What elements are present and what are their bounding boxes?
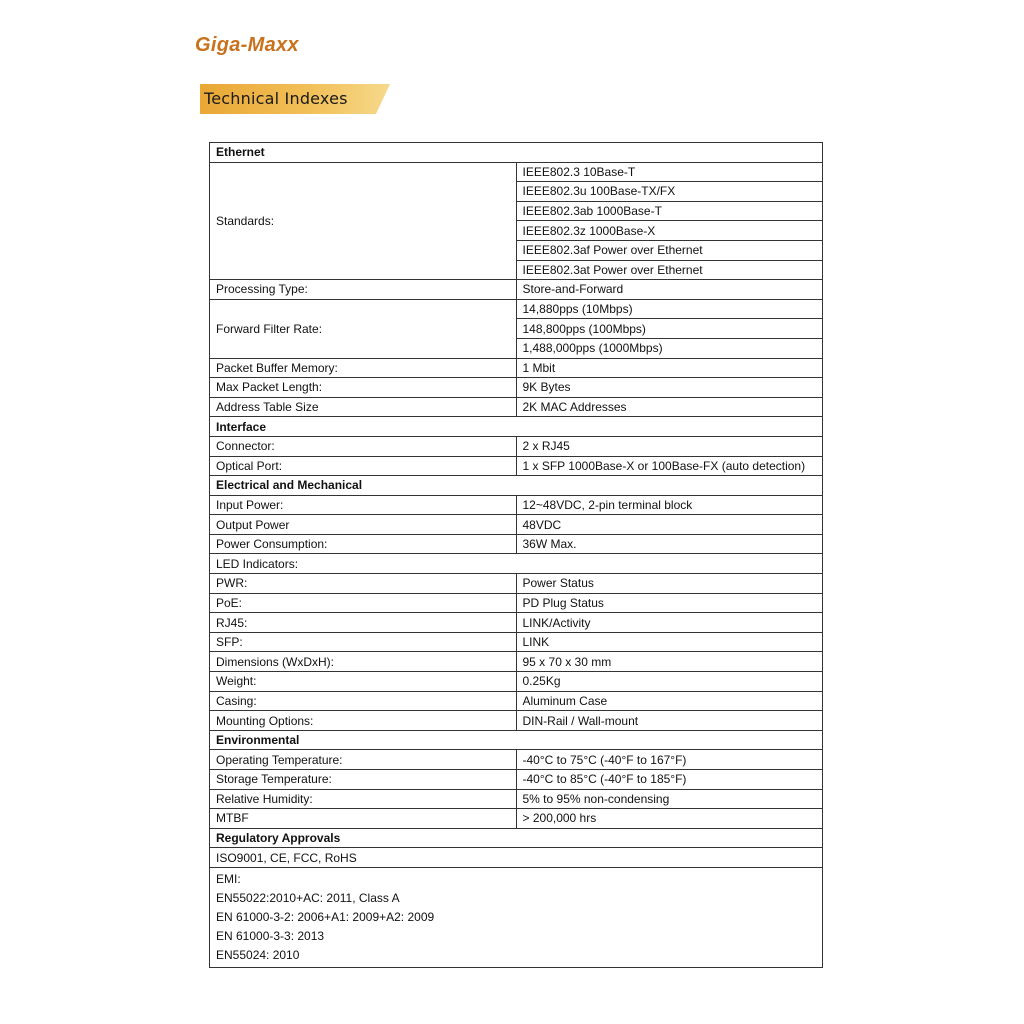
address-table-label: Address Table Size: [210, 397, 517, 417]
table-row: [210, 632, 823, 652]
table-row: [210, 515, 823, 535]
table-row: [210, 574, 823, 594]
certifications-value: ISO9001, CE, FCC, RoHS: [210, 848, 823, 868]
power-consumption-value: 36W Max.: [516, 534, 823, 554]
emi-line: EN55022:2010+AC: 2011, Class A: [216, 890, 400, 905]
weight-value: 0.25Kg: [516, 672, 823, 692]
storage-temp-label: Storage Temperature:: [210, 770, 517, 790]
table-row: [210, 867, 823, 967]
emi-block: [210, 867, 823, 967]
weight-label: Weight:: [210, 672, 517, 692]
led-indicators-label: LED Indicators:: [210, 554, 823, 574]
table-row: [210, 613, 823, 633]
storage-temp-value: -40°C to 85°C (-40°F to 185°F): [516, 770, 823, 790]
table-row: [210, 456, 823, 476]
table-row: [210, 280, 823, 300]
forward-rate-label: Forward Filter Rate:: [210, 299, 517, 358]
optical-port-value: 1 x SFP 1000Base-X or 100Base-FX (auto detection): [516, 456, 823, 476]
section-row: [210, 143, 823, 163]
dimensions-value: 95 x 70 x 30 mm: [516, 652, 823, 672]
standard-value: IEEE802.3af Power over Ethernet: [516, 240, 823, 260]
table-row: [210, 750, 823, 770]
table-row: [210, 848, 823, 868]
table-row: [210, 691, 823, 711]
buffer-label: Packet Buffer Memory:: [210, 358, 517, 378]
output-power-label: Output Power: [210, 515, 517, 535]
section-row: [210, 730, 823, 750]
connector-value: 2 x RJ45: [516, 436, 823, 456]
pwr-label: PWR:: [210, 574, 517, 594]
mounting-label: Mounting Options:: [210, 711, 517, 731]
section-row: [210, 417, 823, 437]
table-row: [210, 162, 823, 182]
banner-title: Technical Indexes: [204, 89, 348, 108]
table-row: [210, 378, 823, 398]
table-row: [210, 809, 823, 829]
casing-label: Casing:: [210, 691, 517, 711]
casing-value: Aluminum Case: [516, 691, 823, 711]
dimensions-label: Dimensions (WxDxH):: [210, 652, 517, 672]
standard-value: IEEE802.3u 100Base-TX/FX: [516, 182, 823, 202]
max-packet-value: 9K Bytes: [516, 378, 823, 398]
rj45-value: LINK/Activity: [516, 613, 823, 633]
table-row: [210, 299, 823, 319]
mtbf-label: MTBF: [210, 809, 517, 829]
table-row: [210, 652, 823, 672]
operating-temp-label: Operating Temperature:: [210, 750, 517, 770]
optical-port-label: Optical Port:: [210, 456, 517, 476]
processing-value: Store-and-Forward: [516, 280, 823, 300]
standard-value: IEEE802.3z 1000Base-X: [516, 221, 823, 241]
section-row: [210, 828, 823, 848]
emi-line: EN55024: 2010: [216, 947, 300, 962]
section-row: [210, 476, 823, 496]
section-interface: Interface: [210, 417, 823, 437]
connector-label: Connector:: [210, 436, 517, 456]
processing-label: Processing Type:: [210, 280, 517, 300]
humidity-label: Relative Humidity:: [210, 789, 517, 809]
section-ethernet: Ethernet: [210, 143, 823, 163]
table-row: [210, 711, 823, 731]
poe-value: PD Plug Status: [516, 593, 823, 613]
poe-label: PoE:: [210, 593, 517, 613]
standard-value: IEEE802.3ab 1000Base-T: [516, 201, 823, 221]
section-banner: [200, 84, 390, 114]
brand-logo: Giga-Maxx: [195, 34, 299, 56]
table-row: [210, 495, 823, 515]
humidity-value: 5% to 95% non-condensing: [516, 789, 823, 809]
standard-value: IEEE802.3 10Base-T: [516, 162, 823, 182]
table-row: [210, 672, 823, 692]
max-packet-label: Max Packet Length:: [210, 378, 517, 398]
section-regulatory: Regulatory Approvals: [210, 828, 823, 848]
section-environmental: Environmental: [210, 730, 823, 750]
rj45-label: RJ45:: [210, 613, 517, 633]
power-consumption-label: Power Consumption:: [210, 534, 517, 554]
mounting-value: DIN-Rail / Wall-mount: [516, 711, 823, 731]
sfp-value: LINK: [516, 632, 823, 652]
forward-rate-value: 148,800pps (100Mbps): [516, 319, 823, 339]
sfp-label: SFP:: [210, 632, 517, 652]
emi-line: EN 61000-3-2: 2006+A1: 2009+A2: 2009: [216, 909, 435, 924]
buffer-value: 1 Mbit: [516, 358, 823, 378]
table-row: [210, 789, 823, 809]
address-table-value: 2K MAC Addresses: [516, 397, 823, 417]
output-power-value: 48VDC: [516, 515, 823, 535]
table-row: [210, 358, 823, 378]
pwr-value: Power Status: [516, 574, 823, 594]
mtbf-value: > 200,000 hrs: [516, 809, 823, 829]
operating-temp-value: -40°C to 75°C (-40°F to 167°F): [516, 750, 823, 770]
section-electrical: Electrical and Mechanical: [210, 476, 823, 496]
input-power-label: Input Power:: [210, 495, 517, 515]
input-power-value: 12~48VDC, 2-pin terminal block: [516, 495, 823, 515]
table-row: [210, 397, 823, 417]
emi-line: EMI:: [216, 871, 241, 886]
forward-rate-value: 14,880pps (10Mbps): [516, 299, 823, 319]
forward-rate-value: 1,488,000pps (1000Mbps): [516, 338, 823, 358]
standard-value: IEEE802.3at Power over Ethernet: [516, 260, 823, 280]
spec-table: [209, 142, 823, 968]
emi-line: EN 61000-3-3: 2013: [216, 928, 325, 943]
table-row: [210, 593, 823, 613]
table-row: [210, 436, 823, 456]
table-row: [210, 534, 823, 554]
standards-label: Standards:: [210, 162, 517, 280]
table-row: [210, 554, 823, 574]
table-row: [210, 770, 823, 790]
